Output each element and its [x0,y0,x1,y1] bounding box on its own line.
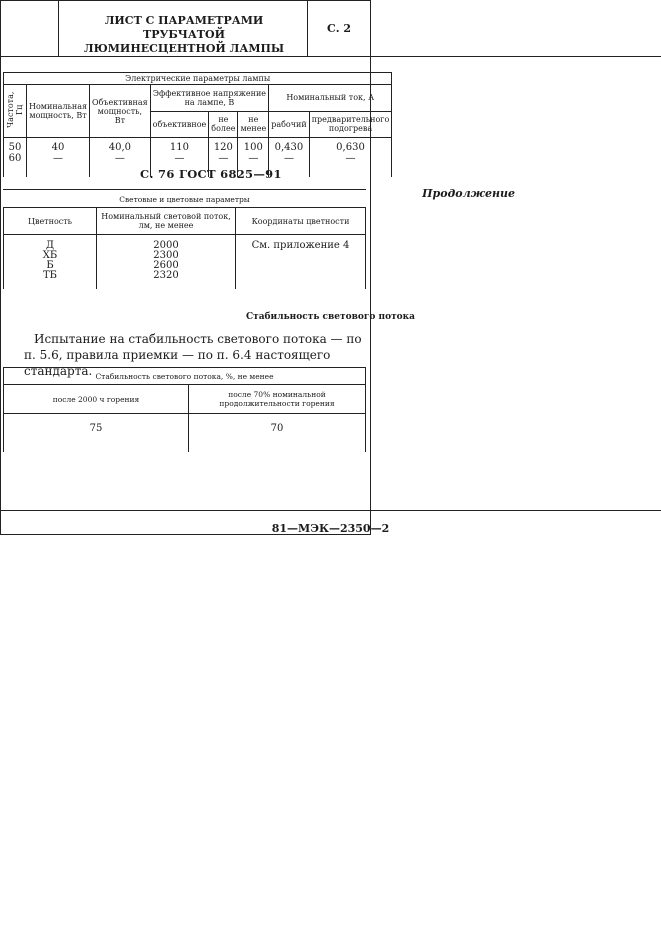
col-coords: Координаты цветности [236,208,366,235]
sheet-title [62,14,306,56]
voltage-max-dash: — [248,153,259,164]
color-d: Д [45,240,55,251]
current-work-cell [269,138,309,178]
objective-power-dash: — [114,153,125,164]
color-tb: ТБ [42,270,58,281]
col-current-group: Номинальный ток, А [269,85,392,112]
col-voltage-obj: объективное [150,111,209,138]
col-voltage-min: не более [209,111,238,138]
stability-title: Стабильность светового потока [245,312,416,322]
current-pre-dash: — [345,153,356,164]
val-2000h: 75 [4,414,189,453]
freq-cell [4,138,27,178]
col-flux: Номинальный световой поток, лм, не менее [97,208,236,235]
flux-hb: 2300 [153,250,179,261]
light-section-rule [3,189,366,190]
flux-b: 2600 [153,260,179,271]
current-work-value: 0,430 [274,142,304,153]
flux-d: 2000 [153,240,179,251]
color-cell [4,235,97,290]
light-caption: Световые и цветовые параметры [119,195,250,204]
col-color: Цветность [4,208,97,235]
sheet-number: С. 2 [326,22,352,35]
voltage-min-value: 120 [213,142,233,153]
val-70pct: 70 [189,414,366,453]
footer-rule [0,510,661,511]
flux-cell [97,235,236,290]
nominal-power-cell [27,138,90,178]
col-nominal-power: Номинальная мощность, Вт [27,85,90,138]
footer-code: 81—МЭК—2350—2 [271,522,390,535]
voltage-min-dash: — [218,153,229,164]
voltage-max-value: 100 [243,142,263,153]
stability-paragraph: Испытание на стабильность светового потока — по п. 5.6, правила приемки — по п. 6.4 настоящего стандарта. [24,332,362,378]
current-work-dash: — [283,153,294,164]
voltage-obj-dash: — [174,153,185,164]
electrical-parameters-table [3,72,392,177]
stability-caption: Стабильность светового потока, %, не менее [4,368,366,385]
voltage-obj-cell [150,138,209,178]
flux-tb: 2320 [153,270,179,281]
col-frequency: Частота, Гц [6,91,24,129]
coords-cell: См. приложение 4 [236,235,366,290]
col-70pct: после 70% номинальной продолжительности горения [189,385,366,414]
voltage-max-cell [238,138,269,178]
electrical-caption: Электрические параметры лампы [4,73,392,85]
sheet-title-line1: ЛИСТ С ПАРАМЕТРАМИ ТРУБЧАТОЙ [104,14,264,41]
sheet-title-line2: ЛЮМИНЕСЦЕНТНОЙ ЛАМПЫ [83,42,285,55]
freq-value-60: 60 [8,153,22,164]
col-voltage-group: Эффективное напряжение на лампе, В [150,85,269,112]
nominal-power-value: 40 [51,142,65,153]
col-objective-power: Объективная мощность, Вт [90,85,151,138]
voltage-obj-value: 110 [169,142,189,153]
voltage-min-cell [209,138,238,178]
col-voltage-max: не менее [238,111,269,138]
objective-power-value: 40,0 [108,142,131,153]
col-2000h: после 2000 ч горения [4,385,189,414]
col-current-pre: предварительного подогрева [309,111,392,138]
objective-power-cell [90,138,151,178]
current-pre-value: 0,630 [336,142,365,153]
page-header-code: С. 76 ГОСТ 6825—91 [140,167,282,181]
parameter-sheet-frame [0,0,416,535]
continuation-label: Продолжение [422,187,515,200]
freq-value-50: 50 [8,142,22,153]
nominal-power-dash: — [53,153,64,164]
stability-table [3,367,366,452]
light-parameters-table [3,207,366,289]
col-current-work: рабочий [269,111,309,138]
sheet-title-box [0,0,661,57]
color-b: Б [46,260,54,271]
color-hb: ХБ [42,250,58,261]
current-pre-cell [309,138,392,178]
